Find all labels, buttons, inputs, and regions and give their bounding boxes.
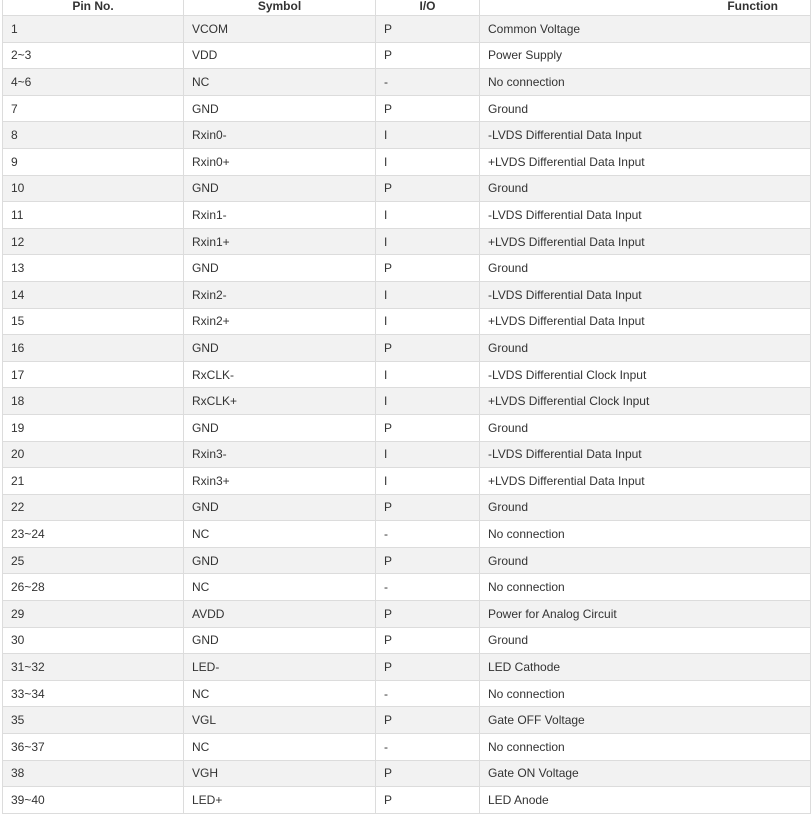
pin-no-cell: 17	[3, 361, 184, 388]
function-cell: +LVDS Differential Clock Input	[480, 388, 811, 415]
symbol-cell: Rxin2-	[184, 281, 376, 308]
io-cell: P	[376, 760, 480, 787]
table-row	[3, 122, 811, 149]
symbol-cell: RxCLK-	[184, 361, 376, 388]
function-cell: +LVDS Differential Data Input	[480, 148, 811, 175]
function-cell: Ground	[480, 335, 811, 362]
pin-no-cell: 29	[3, 601, 184, 628]
table-row	[3, 16, 811, 43]
table-row	[3, 202, 811, 229]
symbol-cell: GND	[184, 627, 376, 654]
pin-no-cell: 20	[3, 441, 184, 468]
function-cell: +LVDS Differential Data Input	[480, 308, 811, 335]
pin-no-cell: 39~40	[3, 787, 184, 814]
table-row	[3, 734, 811, 761]
io-cell: P	[376, 42, 480, 69]
function-cell: Power for Analog Circuit	[480, 601, 811, 628]
symbol-cell: GND	[184, 547, 376, 574]
header-pin-no: Pin No.	[3, 0, 184, 16]
pin-no-cell: 13	[3, 255, 184, 282]
table-row	[3, 414, 811, 441]
function-cell: LED Anode	[480, 787, 811, 814]
symbol-cell: LED+	[184, 787, 376, 814]
symbol-cell: GND	[184, 414, 376, 441]
table-row	[3, 95, 811, 122]
symbol-cell: LED-	[184, 654, 376, 681]
io-cell: -	[376, 734, 480, 761]
table-row	[3, 335, 811, 362]
io-cell: -	[376, 574, 480, 601]
symbol-cell: AVDD	[184, 601, 376, 628]
table-row	[3, 255, 811, 282]
function-cell: -LVDS Differential Data Input	[480, 202, 811, 229]
symbol-cell: NC	[184, 521, 376, 548]
function-cell: Ground	[480, 95, 811, 122]
symbol-cell: Rxin3+	[184, 468, 376, 495]
table-row	[3, 228, 811, 255]
pin-no-cell: 7	[3, 95, 184, 122]
table-row	[3, 547, 811, 574]
io-cell: P	[376, 95, 480, 122]
header-row	[3, 0, 811, 16]
table-row	[3, 574, 811, 601]
symbol-cell: VGL	[184, 707, 376, 734]
symbol-cell: Rxin1+	[184, 228, 376, 255]
function-cell: No connection	[480, 69, 811, 96]
function-cell: Gate OFF Voltage	[480, 707, 811, 734]
pin-no-cell: 2~3	[3, 42, 184, 69]
io-cell: P	[376, 547, 480, 574]
table-row	[3, 42, 811, 69]
table-row	[3, 494, 811, 521]
header-function: Function	[480, 0, 811, 16]
pin-no-cell: 9	[3, 148, 184, 175]
table-row	[3, 361, 811, 388]
table-row	[3, 521, 811, 548]
table-row	[3, 707, 811, 734]
io-cell: I	[376, 361, 480, 388]
symbol-cell: GND	[184, 95, 376, 122]
function-cell: No connection	[480, 521, 811, 548]
function-cell: Ground	[480, 494, 811, 521]
symbol-cell: NC	[184, 574, 376, 601]
table-row	[3, 680, 811, 707]
function-cell: -LVDS Differential Data Input	[480, 122, 811, 149]
table-row	[3, 281, 811, 308]
pin-no-cell: 30	[3, 627, 184, 654]
io-cell: P	[376, 494, 480, 521]
function-cell: -LVDS Differential Data Input	[480, 441, 811, 468]
symbol-cell: GND	[184, 494, 376, 521]
table-row	[3, 69, 811, 96]
table-header	[3, 0, 811, 16]
pin-no-cell: 31~32	[3, 654, 184, 681]
header-symbol: Symbol	[184, 0, 376, 16]
function-cell: Ground	[480, 414, 811, 441]
pin-no-cell: 12	[3, 228, 184, 255]
io-cell: P	[376, 414, 480, 441]
io-cell: I	[376, 122, 480, 149]
io-cell: P	[376, 16, 480, 43]
table-row	[3, 175, 811, 202]
io-cell: I	[376, 388, 480, 415]
io-cell: P	[376, 787, 480, 814]
io-cell: I	[376, 228, 480, 255]
function-cell: No connection	[480, 680, 811, 707]
io-cell: P	[376, 255, 480, 282]
io-cell: I	[376, 202, 480, 229]
table-row	[3, 787, 811, 814]
pin-no-cell: 22	[3, 494, 184, 521]
pin-no-cell: 10	[3, 175, 184, 202]
symbol-cell: GND	[184, 255, 376, 282]
pin-no-cell: 19	[3, 414, 184, 441]
function-cell: -LVDS Differential Data Input	[480, 281, 811, 308]
symbol-cell: Rxin3-	[184, 441, 376, 468]
table-row	[3, 760, 811, 787]
io-cell: -	[376, 69, 480, 96]
pin-no-cell: 4~6	[3, 69, 184, 96]
header-io: I/O	[376, 0, 480, 16]
pin-no-cell: 35	[3, 707, 184, 734]
pin-no-cell: 25	[3, 547, 184, 574]
table-body	[3, 16, 811, 814]
table-row	[3, 601, 811, 628]
table-row	[3, 468, 811, 495]
function-cell: LED Cathode	[480, 654, 811, 681]
symbol-cell: Rxin2+	[184, 308, 376, 335]
pin-assignment-table	[2, 0, 811, 814]
io-cell: I	[376, 468, 480, 495]
io-cell: I	[376, 441, 480, 468]
pin-no-cell: 33~34	[3, 680, 184, 707]
symbol-cell: Rxin0-	[184, 122, 376, 149]
pin-no-cell: 14	[3, 281, 184, 308]
function-cell: No connection	[480, 734, 811, 761]
symbol-cell: GND	[184, 335, 376, 362]
function-cell: Ground	[480, 175, 811, 202]
function-cell: Ground	[480, 627, 811, 654]
pin-no-cell: 21	[3, 468, 184, 495]
io-cell: P	[376, 601, 480, 628]
function-cell: No connection	[480, 574, 811, 601]
table-row	[3, 148, 811, 175]
io-cell: P	[376, 627, 480, 654]
table-row	[3, 308, 811, 335]
pin-no-cell: 36~37	[3, 734, 184, 761]
table-row	[3, 627, 811, 654]
pin-no-cell: 38	[3, 760, 184, 787]
symbol-cell: NC	[184, 734, 376, 761]
io-cell: -	[376, 680, 480, 707]
symbol-cell: Rxin0+	[184, 148, 376, 175]
symbol-cell: VGH	[184, 760, 376, 787]
io-cell: P	[376, 175, 480, 202]
function-cell: +LVDS Differential Data Input	[480, 468, 811, 495]
function-cell: Ground	[480, 547, 811, 574]
function-cell: Ground	[480, 255, 811, 282]
io-cell: P	[376, 335, 480, 362]
symbol-cell: VCOM	[184, 16, 376, 43]
function-cell: Power Supply	[480, 42, 811, 69]
io-cell: I	[376, 308, 480, 335]
symbol-cell: GND	[184, 175, 376, 202]
function-cell: Gate ON Voltage	[480, 760, 811, 787]
io-cell: -	[376, 521, 480, 548]
symbol-cell: NC	[184, 680, 376, 707]
io-cell: P	[376, 707, 480, 734]
io-cell: P	[376, 654, 480, 681]
pin-no-cell: 1	[3, 16, 184, 43]
io-cell: I	[376, 281, 480, 308]
function-cell: +LVDS Differential Data Input	[480, 228, 811, 255]
pin-no-cell: 16	[3, 335, 184, 362]
table-row	[3, 441, 811, 468]
symbol-cell: NC	[184, 69, 376, 96]
pin-no-cell: 18	[3, 388, 184, 415]
pin-no-cell: 23~24	[3, 521, 184, 548]
table-row	[3, 388, 811, 415]
symbol-cell: VDD	[184, 42, 376, 69]
table-row	[3, 654, 811, 681]
function-cell: Common Voltage	[480, 16, 811, 43]
pin-no-cell: 8	[3, 122, 184, 149]
pin-no-cell: 26~28	[3, 574, 184, 601]
pin-no-cell: 11	[3, 202, 184, 229]
pin-no-cell: 15	[3, 308, 184, 335]
function-cell: -LVDS Differential Clock Input	[480, 361, 811, 388]
symbol-cell: RxCLK+	[184, 388, 376, 415]
io-cell: I	[376, 148, 480, 175]
symbol-cell: Rxin1-	[184, 202, 376, 229]
